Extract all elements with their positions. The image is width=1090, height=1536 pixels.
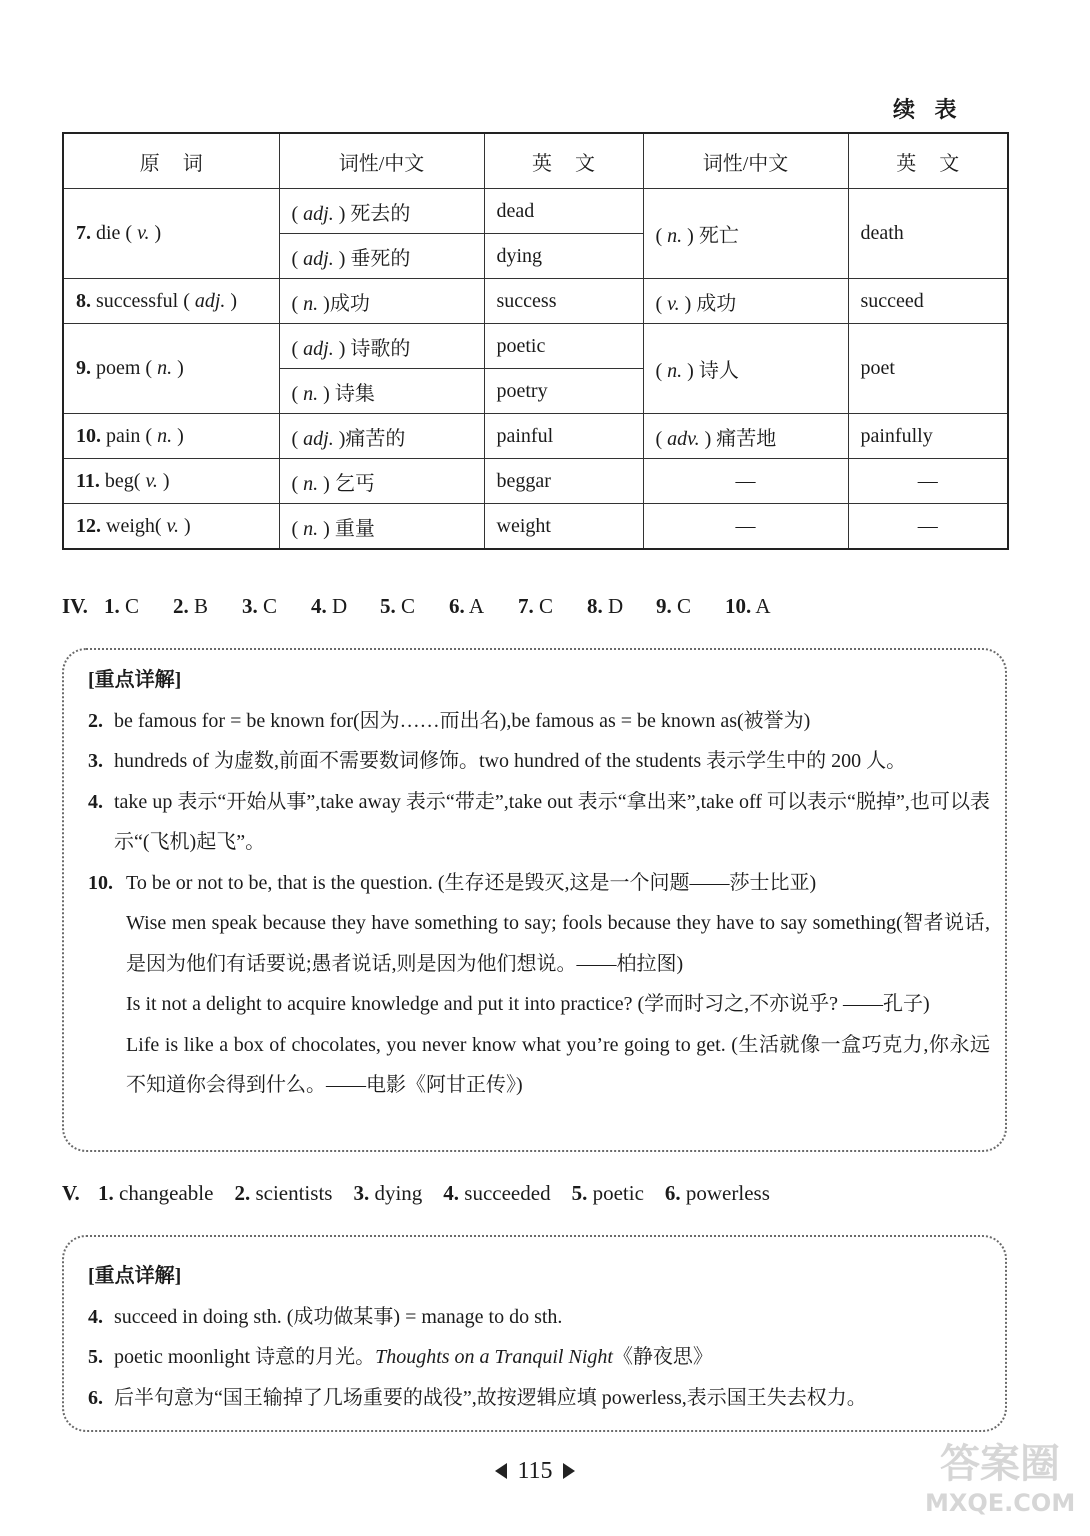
answer-item [311,591,380,621]
text-segment: ) 重量 [318,517,375,540]
text-segment: n. [667,225,683,247]
text-segment: 11. [76,469,100,492]
answer-item [98,1178,213,1208]
note-number: 4. [88,790,103,813]
answer-number: 1. [98,1181,114,1205]
cell-english: poetic [484,324,643,369]
answer-number: 9. [656,594,672,618]
text-segment: ( [291,472,304,495]
text-segment: ) 痛苦地 [699,427,777,450]
answer-item [665,1178,770,1208]
answer-value: B [194,594,209,618]
cell-original-word [63,189,279,279]
text-segment: ) [172,424,184,447]
answer-number: 8. [587,594,603,618]
text-segment: ) [178,514,191,537]
answer-value: C [401,594,416,618]
quote-paragraph: Wise men speak because they have something to say; fools because they have to say something(智者说话,是因为他们有话要说;愚者说话,则是因为他们想说。——柏拉图) [126,912,990,975]
answer-number: 4. [311,594,327,618]
answer-number: 6. [449,594,465,618]
note-item [88,1378,990,1419]
text-segment: ) 诗人 [682,360,739,382]
answer-item [242,591,311,621]
left-arrow-icon [495,1463,507,1479]
table-header-row [63,133,1008,189]
quote-paragraph: To be or not to be, that is the question. (生存还是毁灭,这是一个问题——莎士比亚) [126,871,817,894]
section-v-label: V. [62,1181,80,1205]
answer-number: 3. [353,1181,370,1205]
cell-english-2: succeed [848,279,1008,324]
answer-number: 1. [104,594,120,618]
section-iv-answers [62,591,794,621]
cell-pos-chinese [279,189,484,234]
answer-item [587,591,656,621]
note-item [88,1297,990,1338]
text-segment: v. [145,469,158,492]
cell-english: weight [484,504,643,550]
answer-item [173,591,242,621]
text-segment: take up 表示“开始从事”,take away 表示“带走”,take out 表示“拿出来”,take off 可以表示“脱掉”,也可以表示“(飞机)起飞”。 [114,790,990,853]
page-number: 115 [517,1457,553,1484]
answer-value: C [125,594,140,618]
cell-english-2: — [848,459,1008,504]
text-segment: adj. [303,247,334,270]
right-arrow-icon [563,1463,575,1479]
cell-pos-chinese [279,279,484,324]
answer-item [518,591,587,621]
cell-pos-chinese [279,459,484,504]
text-segment: ) 诗歌的 [333,337,411,360]
note-text [114,1337,990,1378]
text-segment: ) 乞丐 [318,472,375,495]
text-segment: poem ( [91,357,158,379]
header-pos-chinese-2: 词性/中文 [643,133,848,189]
answer-value: D [608,594,624,618]
cell-pos-chinese [279,504,484,550]
text-segment: adj. [194,289,226,312]
text-segment: ( [655,225,668,247]
cell-english: poetry [484,369,643,414]
key-points-heading: [重点详解] [88,669,182,691]
cell-original-word [63,504,279,550]
table-row [63,414,1008,459]
cell-english-2: death [848,189,1008,279]
text-segment: ) 诗集 [318,382,375,405]
note-number: 3. [88,750,103,772]
note-text [114,782,990,863]
text-segment: 12. [76,514,101,537]
text-segment: 后半句意为“国王输掉了几场重要的战役”,故按逻辑应填 powerless,表示国王失去权力。 [114,1386,867,1409]
header-original-word: 原 词 [63,133,279,189]
cell-pos-chinese-2 [643,324,848,414]
note-number: 5. [88,1346,103,1368]
cell-pos-chinese [279,414,484,459]
note-item [88,782,990,863]
answer-value: succeeded [464,1181,551,1205]
page-footer [0,1455,1070,1487]
section-v-answers [62,1178,791,1208]
answer-number: 5. [380,594,396,618]
text-segment: ( [291,292,304,315]
text-segment: hundreds of 为虚数,前面不需要数词修饰。two hundred of the students 表示学生中的 200 人。 [114,750,907,772]
table-row [63,189,1008,234]
cell-pos-chinese-2 [643,414,848,459]
answer-number: 2. [234,1181,251,1205]
cell-pos-chinese-2 [643,459,848,504]
cell-english-2: painfully [848,414,1008,459]
answer-item [104,591,173,621]
answer-item [449,591,518,621]
answer-value: scientists [255,1181,333,1205]
text-segment: ) 死去的 [333,202,411,225]
table-row [63,459,1008,504]
cell-pos-chinese-2 [643,504,848,550]
text-segment: ( [655,360,668,382]
note-item [88,741,990,782]
answer-item [572,1178,644,1208]
text-segment: adj. [303,337,334,360]
cell-original-word [63,324,279,414]
cell-english-2: poet [848,324,1008,414]
text-segment: ) [157,469,170,492]
text-segment: ) [225,289,238,312]
text-segment: succeed in doing sth. (成功做某事) = manage to do sth. [114,1305,563,1328]
note-item [88,701,990,742]
watermark [925,1440,1075,1518]
cell-original-word [63,414,279,459]
cell-english-2: — [848,504,1008,550]
text-segment: beg( [99,469,146,492]
table-row [63,324,1008,369]
answer-value: D [332,594,348,618]
note-number: 10. [88,871,113,894]
watermark-url: MXQE.COM [925,1489,1076,1517]
answer-value: A [468,594,485,618]
text-segment: adj. [303,427,334,450]
text-segment: )痛苦的 [333,427,406,450]
continuation-label: 续 表 [893,97,957,122]
answer-item [725,591,794,621]
note-number: 2. [88,709,103,732]
answer-number: 6. [664,1181,681,1205]
cell-english: painful [484,414,643,459]
answer-number: 4. [443,1181,460,1205]
text-segment: ( [655,427,668,450]
header-english-2: 英 文 [848,133,1008,189]
text-segment: ) 垂死的 [333,247,411,270]
note-quotes [126,863,990,1106]
answer-value: C [539,594,554,618]
text-segment: n. [157,424,173,447]
text-segment: — [735,514,756,537]
text-segment: pain ( [101,424,158,447]
text-segment: v. [166,514,179,537]
text-segment: n. [667,360,683,382]
answer-item [380,591,449,621]
answer-value: changeable [119,1181,214,1205]
text-segment: n. [303,382,319,405]
quote-paragraph: Life is like a box of chocolates, you never know what you’re going to get. (生活就像一盒巧克力,你永远不知道你会得到什么。——电影《阿甘正传》) [126,1033,990,1096]
header-pos-chinese: 词性/中文 [279,133,484,189]
text-segment: adv. [667,427,700,450]
table-row [63,504,1008,550]
answer-item [234,1178,332,1208]
quote-paragraph: Is it not a delight to acquire knowledge and put it into practice? (学而时习之,不亦说乎? ——孔子) [126,993,930,1015]
text-segment: n. [303,517,319,540]
word-forms-table [62,132,1009,550]
text-segment: ) [172,357,184,379]
cell-pos-chinese [279,369,484,414]
note-item [88,1337,990,1378]
text-segment: 7. [76,222,91,244]
text-segment: ( [291,427,304,450]
answer-number: 10. [725,594,752,618]
text-segment: v. [137,222,150,244]
text-segment: ( [291,202,304,225]
text-segment: successful ( [91,289,195,312]
text-segment: ( [291,247,304,270]
cell-english: dying [484,234,643,279]
cell-english: success [484,279,643,324]
watermark-logo: 答案圈 [940,1441,1060,1487]
cell-pos-chinese [279,324,484,369]
text-segment: ( [291,337,304,360]
text-segment: Thoughts on a Tranquil Night [375,1346,613,1368]
note-item [88,863,990,1106]
cell-english: dead [484,189,643,234]
cell-pos-chinese-2 [643,279,848,324]
answer-item [443,1178,550,1208]
text-segment: weigh( [101,514,167,537]
text-segment: ( [291,382,304,405]
text-segment: 9. [76,357,91,379]
note-text [114,741,990,782]
text-segment: 10. [76,424,101,447]
cell-pos-chinese [279,234,484,279]
text-segment: ) 成功 [679,292,737,315]
text-segment: — [735,469,756,492]
cell-english: beggar [484,459,643,504]
answer-value: A [755,594,771,618]
answer-value: C [677,594,692,618]
text-segment: ( [655,292,668,315]
answer-value: C [263,594,278,618]
text-segment: adj. [303,202,334,225]
table-row [63,279,1008,324]
text-segment: be famous for = be known for(因为……而出名),be famous as = be known as(被誉为) [114,709,811,732]
key-points-heading: [重点详解] [88,1265,182,1287]
note-number: 4. [88,1305,103,1328]
answer-value: dying [374,1181,423,1205]
text-segment: ) 死亡 [682,225,739,247]
text-segment: n. [303,472,319,495]
text-segment: n. [157,357,173,379]
note-text [114,1297,990,1338]
answer-number: 2. [173,594,189,618]
text-segment: v. [667,292,680,315]
text-segment: n. [303,292,319,315]
text-segment: )成功 [318,292,370,315]
cell-original-word [63,279,279,324]
note-text [114,1378,990,1419]
answer-number: 3. [242,594,258,618]
answer-number: 7. [518,594,534,618]
text-segment: ( [291,517,304,540]
text-segment: die ( [91,222,138,244]
answer-item [656,591,725,621]
answer-value: powerless [685,1181,770,1205]
section-iv-label: IV. [62,594,88,618]
key-points-box-iv [62,648,1007,1152]
text-segment: poetic moonlight 诗意的月光。 [114,1346,376,1368]
cell-pos-chinese-2 [643,189,848,279]
text-segment: ) [149,222,162,244]
note-number: 6. [88,1386,103,1409]
key-points-box-v [62,1235,1007,1432]
answer-value: poetic [592,1181,644,1205]
answer-item [353,1178,422,1208]
cell-original-word [63,459,279,504]
note-text [114,701,990,742]
text-segment: 《静夜思》 [612,1346,713,1368]
answer-number: 5. [571,1181,588,1205]
text-segment: 8. [76,289,91,312]
header-english: 英 文 [484,133,643,189]
